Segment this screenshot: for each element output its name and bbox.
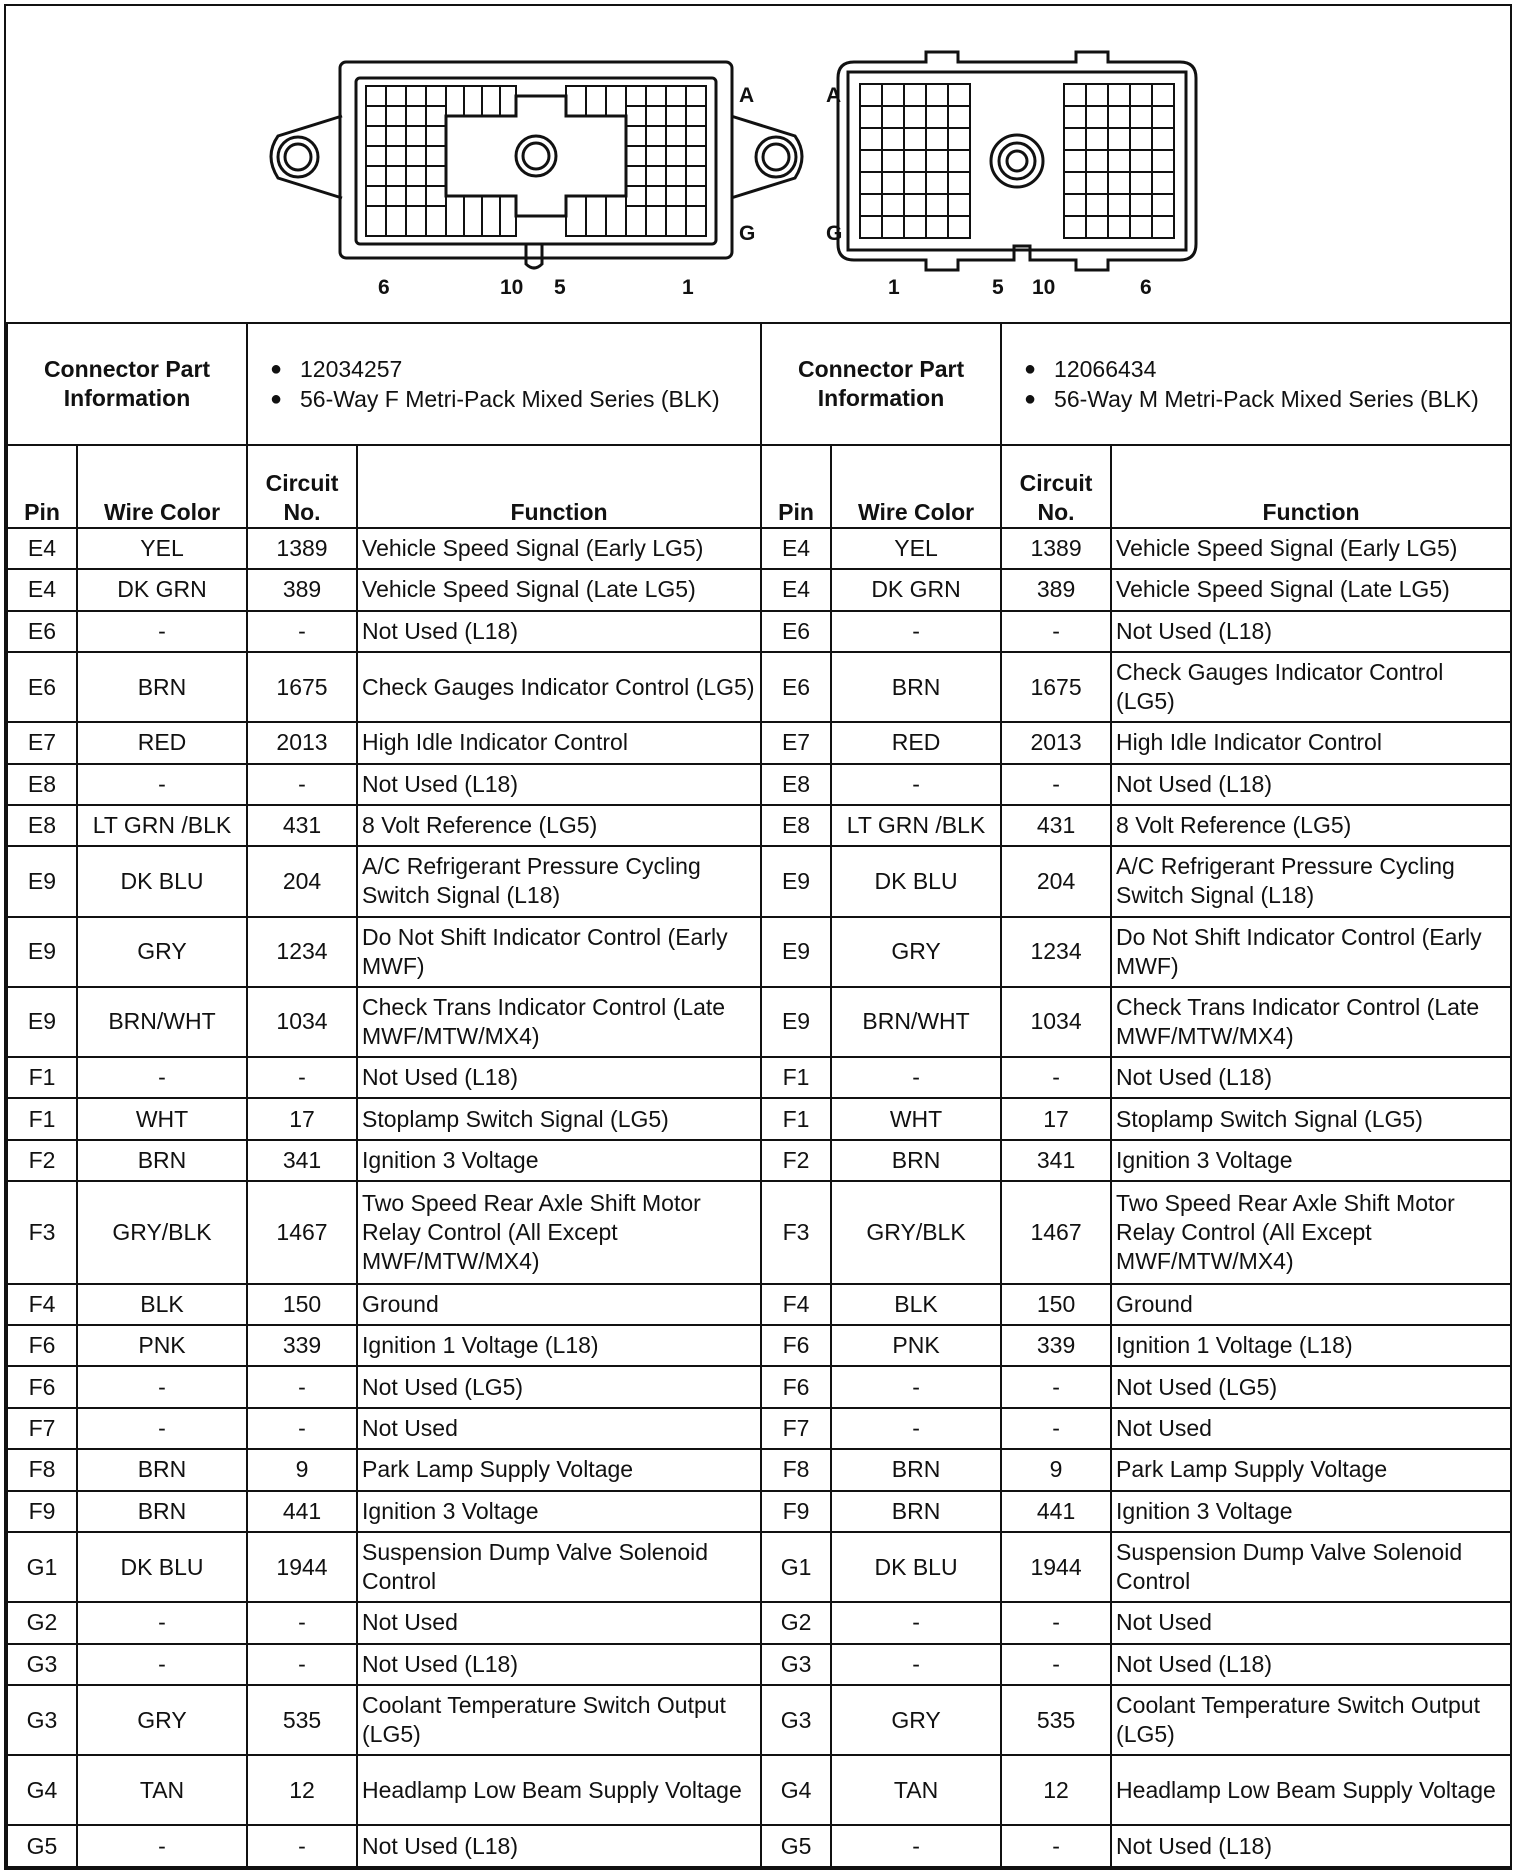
connector-info-left — [247, 323, 761, 445]
right-function-cell: Check Trans Indicator Control (Late MWF/MTW/MX4) — [1111, 987, 1511, 1057]
right-function-cell: Not Used (L18) — [1111, 764, 1511, 805]
right-wire-color-cell: GRY — [831, 1685, 1001, 1755]
right-pin-cell: F3 — [761, 1181, 831, 1283]
table-row — [7, 1449, 1511, 1490]
right-wire-color-cell: - — [831, 1366, 1001, 1407]
left-pin-cell: G5 — [7, 1825, 77, 1867]
left-part-number: ● 12034257 — [270, 354, 756, 384]
right-circuit-cell: 1675 — [1001, 652, 1111, 722]
right-wire-color-cell: BLK — [831, 1284, 1001, 1325]
table-row — [7, 1098, 1511, 1139]
connector-info-label-left: Connector Part Information — [7, 323, 247, 445]
left-label-6: 6 — [378, 276, 390, 299]
right-wire-color-cell: - — [831, 1825, 1001, 1867]
left-circuit-cell: 1234 — [247, 917, 357, 987]
table-row — [7, 1602, 1511, 1643]
left-pin-cell: E4 — [7, 569, 77, 610]
left-wire-color-cell: DK BLU — [77, 846, 247, 916]
left-circuit-cell: - — [247, 1602, 357, 1643]
right-pin-cell: E9 — [761, 846, 831, 916]
left-pin-cell: F1 — [7, 1098, 77, 1139]
left-wire-color-cell: TAN — [77, 1755, 247, 1825]
table-row — [7, 652, 1511, 722]
right-pin-cell: F1 — [761, 1057, 831, 1098]
connector-info-right — [1001, 323, 1511, 445]
male-connector-drawing — [838, 52, 1196, 270]
left-circuit-cell: 1467 — [247, 1181, 357, 1283]
table-row — [7, 1140, 1511, 1181]
right-pin-cell: F6 — [761, 1325, 831, 1366]
left-function-cell: Ignition 1 Voltage (L18) — [357, 1325, 761, 1366]
left-circuit-cell: - — [247, 1057, 357, 1098]
left-pin-cell: G1 — [7, 1532, 77, 1602]
female-connector-drawing — [271, 62, 802, 268]
right-pin-cell: F9 — [761, 1491, 831, 1532]
right-wire-color-cell: GRY/BLK — [831, 1181, 1001, 1283]
right-pin-cell: G1 — [761, 1532, 831, 1602]
left-wire-color-cell: DK BLU — [77, 1532, 247, 1602]
left-pin-cell: G3 — [7, 1644, 77, 1685]
left-wire-color-cell: - — [77, 1602, 247, 1643]
left-pin-cell: F6 — [7, 1325, 77, 1366]
left-wire-color-cell: - — [77, 1825, 247, 1867]
right-pin-cell: F4 — [761, 1284, 831, 1325]
right-wire-color-cell: - — [831, 1644, 1001, 1685]
right-circuit-cell: 1944 — [1001, 1532, 1111, 1602]
right-circuit-cell: - — [1001, 1057, 1111, 1098]
right-wire-color-cell: - — [831, 1057, 1001, 1098]
right-part-description: ● 56-Way M Metri-Pack Mixed Series (BLK) — [1024, 384, 1506, 414]
left-part-description: ● 56-Way F Metri-Pack Mixed Series (BLK) — [270, 384, 756, 414]
header-circuit: Circuit No. — [247, 445, 357, 528]
right-pin-cell: F1 — [761, 1098, 831, 1139]
right-circuit-cell: 150 — [1001, 1284, 1111, 1325]
right-label-a: A — [826, 84, 842, 107]
right-function-cell: Do Not Shift Indicator Control (Early MWF) — [1111, 917, 1511, 987]
table-row — [7, 805, 1511, 846]
left-circuit-cell: - — [247, 1408, 357, 1449]
right-function-cell: Headlamp Low Beam Supply Voltage — [1111, 1755, 1511, 1825]
right-function-cell: Not Used — [1111, 1408, 1511, 1449]
left-circuit-cell: 1389 — [247, 528, 357, 569]
right-function-cell: Ignition 3 Voltage — [1111, 1140, 1511, 1181]
left-wire-color-cell: GRY — [77, 1685, 247, 1755]
right-wire-color-cell: LT GRN /BLK — [831, 805, 1001, 846]
left-circuit-cell: - — [247, 1366, 357, 1407]
right-circuit-cell: - — [1001, 1825, 1111, 1867]
right-function-cell: Ground — [1111, 1284, 1511, 1325]
table-row — [7, 1532, 1511, 1602]
right-pin-cell: E9 — [761, 917, 831, 987]
right-pin-cell: F6 — [761, 1366, 831, 1407]
right-circuit-cell: 431 — [1001, 805, 1111, 846]
right-circuit-cell: - — [1001, 611, 1111, 652]
left-pin-cell: F4 — [7, 1284, 77, 1325]
left-circuit-cell: 12 — [247, 1755, 357, 1825]
left-function-cell: Not Used (LG5) — [357, 1366, 761, 1407]
right-pin-cell: G2 — [761, 1602, 831, 1643]
right-pin-cell: E6 — [761, 611, 831, 652]
right-pin-cell: G5 — [761, 1825, 831, 1867]
left-circuit-cell: - — [247, 764, 357, 805]
left-wire-color-cell: RED — [77, 722, 247, 763]
right-wire-color-cell: DK BLU — [831, 846, 1001, 916]
right-wire-color-cell: BRN — [831, 1449, 1001, 1490]
right-function-cell: Not Used — [1111, 1602, 1511, 1643]
left-function-cell: Not Used — [357, 1408, 761, 1449]
left-circuit-cell: 339 — [247, 1325, 357, 1366]
right-wire-color-cell: WHT — [831, 1098, 1001, 1139]
table-row — [7, 1057, 1511, 1098]
left-function-cell: Not Used (L18) — [357, 1057, 761, 1098]
table-row — [7, 1408, 1511, 1449]
connector-end-view-page — [4, 4, 1512, 1870]
table-row — [7, 569, 1511, 610]
right-circuit-cell: 341 — [1001, 1140, 1111, 1181]
left-wire-color-cell: LT GRN /BLK — [77, 805, 247, 846]
left-function-cell: Vehicle Speed Signal (Early LG5) — [357, 528, 761, 569]
left-circuit-cell: - — [247, 611, 357, 652]
connector-info-row — [7, 323, 1511, 445]
left-pin-cell: E8 — [7, 764, 77, 805]
right-function-cell: A/C Refrigerant Pressure Cycling Switch Signal (L18) — [1111, 846, 1511, 916]
connector-diagram — [6, 6, 1510, 322]
table-row — [7, 1644, 1511, 1685]
right-label-6: 6 — [1140, 276, 1152, 299]
right-function-cell: Ignition 1 Voltage (L18) — [1111, 1325, 1511, 1366]
right-pin-cell: G3 — [761, 1644, 831, 1685]
left-label-10: 10 — [500, 276, 524, 299]
right-function-cell: Not Used (L18) — [1111, 1057, 1511, 1098]
left-wire-color-cell: DK GRN — [77, 569, 247, 610]
left-pin-cell: F2 — [7, 1140, 77, 1181]
left-circuit-cell: 441 — [247, 1491, 357, 1532]
left-pin-cell: F3 — [7, 1181, 77, 1283]
left-pin-cell: F6 — [7, 1366, 77, 1407]
table-row — [7, 1491, 1511, 1532]
left-wire-color-cell: BRN — [77, 1140, 247, 1181]
left-label-a: A — [739, 84, 755, 107]
right-function-cell: Not Used (L18) — [1111, 1644, 1511, 1685]
left-wire-color-cell: GRY/BLK — [77, 1181, 247, 1283]
left-function-cell: Stoplamp Switch Signal (LG5) — [357, 1098, 761, 1139]
header-wire-color: Wire Color — [77, 445, 247, 528]
right-circuit-cell: 204 — [1001, 846, 1111, 916]
left-function-cell: Check Gauges Indicator Control (LG5) — [357, 652, 761, 722]
right-wire-color-cell: - — [831, 1602, 1001, 1643]
left-circuit-cell: 17 — [247, 1098, 357, 1139]
right-circuit-cell: 1389 — [1001, 528, 1111, 569]
table-row — [7, 722, 1511, 763]
left-pin-cell: F7 — [7, 1408, 77, 1449]
header-function: Function — [357, 445, 761, 528]
right-function-cell: Park Lamp Supply Voltage — [1111, 1449, 1511, 1490]
left-circuit-cell: 150 — [247, 1284, 357, 1325]
left-function-cell: 8 Volt Reference (LG5) — [357, 805, 761, 846]
left-wire-color-cell: BRN — [77, 1491, 247, 1532]
right-function-cell: Not Used (L18) — [1111, 611, 1511, 652]
right-pin-cell: E8 — [761, 805, 831, 846]
connector-info-label-right: Connector Part Information — [761, 323, 1001, 445]
right-wire-color-cell: - — [831, 1408, 1001, 1449]
table-row — [7, 1284, 1511, 1325]
column-header-row — [7, 445, 1511, 528]
left-circuit-cell: 389 — [247, 569, 357, 610]
left-circuit-cell: 1675 — [247, 652, 357, 722]
left-wire-color-cell: BLK — [77, 1284, 247, 1325]
left-wire-color-cell: BRN/WHT — [77, 987, 247, 1057]
right-wire-color-cell: DK BLU — [831, 1532, 1001, 1602]
left-label-g: G — [739, 222, 756, 245]
left-pin-cell: E9 — [7, 846, 77, 916]
table-row — [7, 917, 1511, 987]
right-function-cell: Vehicle Speed Signal (Late LG5) — [1111, 569, 1511, 610]
right-circuit-cell: 1467 — [1001, 1181, 1111, 1283]
right-pin-cell: F7 — [761, 1408, 831, 1449]
right-circuit-cell: 339 — [1001, 1325, 1111, 1366]
table-row — [7, 1181, 1511, 1283]
left-function-cell: High Idle Indicator Control — [357, 722, 761, 763]
right-label-5: 5 — [992, 276, 1004, 299]
left-wire-color-cell: GRY — [77, 917, 247, 987]
right-wire-color-cell: YEL — [831, 528, 1001, 569]
left-wire-color-cell: - — [77, 764, 247, 805]
left-circuit-cell: 9 — [247, 1449, 357, 1490]
pinout-table — [6, 322, 1512, 1868]
right-circuit-cell: 17 — [1001, 1098, 1111, 1139]
right-function-cell: Coolant Temperature Switch Output (LG5) — [1111, 1685, 1511, 1755]
right-function-cell: Vehicle Speed Signal (Early LG5) — [1111, 528, 1511, 569]
left-wire-color-cell: - — [77, 1408, 247, 1449]
right-wire-color-cell: TAN — [831, 1755, 1001, 1825]
right-circuit-cell: - — [1001, 1366, 1111, 1407]
right-circuit-cell: 12 — [1001, 1755, 1111, 1825]
right-circuit-cell: 389 — [1001, 569, 1111, 610]
right-label-1: 1 — [888, 276, 900, 299]
left-pin-cell: F1 — [7, 1057, 77, 1098]
left-wire-color-cell: - — [77, 611, 247, 652]
left-function-cell: Ground — [357, 1284, 761, 1325]
left-pin-cell: F9 — [7, 1491, 77, 1532]
left-wire-color-cell: - — [77, 1366, 247, 1407]
left-wire-color-cell: WHT — [77, 1098, 247, 1139]
right-pin-cell: G4 — [761, 1755, 831, 1825]
table-row — [7, 528, 1511, 569]
left-pin-cell: E4 — [7, 528, 77, 569]
right-pin-cell: E4 — [761, 528, 831, 569]
right-function-cell: High Idle Indicator Control — [1111, 722, 1511, 763]
left-pin-cell: E7 — [7, 722, 77, 763]
right-wire-color-cell: DK GRN — [831, 569, 1001, 610]
left-function-cell: Ignition 3 Voltage — [357, 1140, 761, 1181]
left-function-cell: Check Trans Indicator Control (Late MWF/MTW/MX4) — [357, 987, 761, 1057]
left-wire-color-cell: BRN — [77, 1449, 247, 1490]
table-row — [7, 1755, 1511, 1825]
left-pin-cell: E8 — [7, 805, 77, 846]
right-wire-color-cell: BRN — [831, 1140, 1001, 1181]
right-circuit-cell: - — [1001, 1644, 1111, 1685]
right-pin-cell: E4 — [761, 569, 831, 610]
right-function-cell: Check Gauges Indicator Control (LG5) — [1111, 652, 1511, 722]
table-row — [7, 1685, 1511, 1755]
left-pin-cell: E9 — [7, 987, 77, 1057]
right-circuit-cell: - — [1001, 764, 1111, 805]
right-wire-color-cell: - — [831, 764, 1001, 805]
left-function-cell: Not Used — [357, 1602, 761, 1643]
table-row — [7, 1325, 1511, 1366]
left-circuit-cell: - — [247, 1825, 357, 1867]
left-pin-cell: E6 — [7, 652, 77, 722]
table-row — [7, 764, 1511, 805]
left-function-cell: Park Lamp Supply Voltage — [357, 1449, 761, 1490]
left-circuit-cell: 431 — [247, 805, 357, 846]
left-wire-color-cell: YEL — [77, 528, 247, 569]
right-label-10: 10 — [1032, 276, 1056, 299]
left-function-cell: Two Speed Rear Axle Shift Motor Relay Control (All Except MWF/MTW/MX4) — [357, 1181, 761, 1283]
right-wire-color-cell: BRN/WHT — [831, 987, 1001, 1057]
left-circuit-cell: 1944 — [247, 1532, 357, 1602]
left-function-cell: Coolant Temperature Switch Output (LG5) — [357, 1685, 761, 1755]
right-part-number: ● 12066434 — [1024, 354, 1506, 384]
table-row — [7, 611, 1511, 652]
left-pin-cell: G3 — [7, 1685, 77, 1755]
left-circuit-cell: 535 — [247, 1685, 357, 1755]
right-circuit-cell: 441 — [1001, 1491, 1111, 1532]
right-wire-color-cell: BRN — [831, 1491, 1001, 1532]
table-row — [7, 1366, 1511, 1407]
right-circuit-cell: 535 — [1001, 1685, 1111, 1755]
header-pin: Pin — [761, 445, 831, 528]
header-circuit: Circuit No. — [1001, 445, 1111, 528]
left-function-cell: Vehicle Speed Signal (Late LG5) — [357, 569, 761, 610]
left-function-cell: Not Used (L18) — [357, 611, 761, 652]
left-pin-cell: G4 — [7, 1755, 77, 1825]
left-pin-cell: F8 — [7, 1449, 77, 1490]
left-circuit-cell: 341 — [247, 1140, 357, 1181]
left-pin-cell: E9 — [7, 917, 77, 987]
right-pin-cell: F8 — [761, 1449, 831, 1490]
left-wire-color-cell: - — [77, 1057, 247, 1098]
left-function-cell: Do Not Shift Indicator Control (Early MWF) — [357, 917, 761, 987]
left-function-cell: Suspension Dump Valve Solenoid Control — [357, 1532, 761, 1602]
left-pin-cell: G2 — [7, 1602, 77, 1643]
right-wire-color-cell: PNK — [831, 1325, 1001, 1366]
left-function-cell: Not Used (L18) — [357, 764, 761, 805]
right-function-cell: Ignition 3 Voltage — [1111, 1491, 1511, 1532]
right-circuit-cell: 9 — [1001, 1449, 1111, 1490]
right-circuit-cell: - — [1001, 1602, 1111, 1643]
table-row — [7, 846, 1511, 916]
left-wire-color-cell: - — [77, 1644, 247, 1685]
right-function-cell: Stoplamp Switch Signal (LG5) — [1111, 1098, 1511, 1139]
right-function-cell: 8 Volt Reference (LG5) — [1111, 805, 1511, 846]
right-label-g: G — [826, 222, 843, 245]
header-pin: Pin — [7, 445, 77, 528]
left-function-cell: Headlamp Low Beam Supply Voltage — [357, 1755, 761, 1825]
right-pin-cell: E7 — [761, 722, 831, 763]
right-function-cell: Suspension Dump Valve Solenoid Control — [1111, 1532, 1511, 1602]
left-function-cell: Ignition 3 Voltage — [357, 1491, 761, 1532]
right-wire-color-cell: GRY — [831, 917, 1001, 987]
right-wire-color-cell: RED — [831, 722, 1001, 763]
right-wire-color-cell: BRN — [831, 652, 1001, 722]
left-label-5: 5 — [554, 276, 566, 299]
left-circuit-cell: 2013 — [247, 722, 357, 763]
right-function-cell: Not Used (LG5) — [1111, 1366, 1511, 1407]
male-connector-labels — [826, 84, 1152, 299]
left-wire-color-cell: BRN — [77, 652, 247, 722]
right-circuit-cell: 2013 — [1001, 722, 1111, 763]
right-pin-cell: F2 — [761, 1140, 831, 1181]
right-pin-cell: E6 — [761, 652, 831, 722]
right-circuit-cell: 1034 — [1001, 987, 1111, 1057]
left-circuit-cell: - — [247, 1644, 357, 1685]
right-function-cell: Not Used (L18) — [1111, 1825, 1511, 1867]
left-wire-color-cell: PNK — [77, 1325, 247, 1366]
right-circuit-cell: - — [1001, 1408, 1111, 1449]
right-pin-cell: E8 — [761, 764, 831, 805]
right-function-cell: Two Speed Rear Axle Shift Motor Relay Control (All Except MWF/MTW/MX4) — [1111, 1181, 1511, 1283]
left-function-cell: Not Used (L18) — [357, 1825, 761, 1867]
left-pin-cell: E6 — [7, 611, 77, 652]
header-function: Function — [1111, 445, 1511, 528]
right-wire-color-cell: - — [831, 611, 1001, 652]
left-circuit-cell: 1034 — [247, 987, 357, 1057]
left-circuit-cell: 204 — [247, 846, 357, 916]
right-pin-cell: E9 — [761, 987, 831, 1057]
table-row — [7, 987, 1511, 1057]
left-function-cell: Not Used (L18) — [357, 1644, 761, 1685]
right-circuit-cell: 1234 — [1001, 917, 1111, 987]
left-label-1: 1 — [682, 276, 694, 299]
header-wire-color: Wire Color — [831, 445, 1001, 528]
table-row — [7, 1825, 1511, 1867]
right-pin-cell: G3 — [761, 1685, 831, 1755]
left-function-cell: A/C Refrigerant Pressure Cycling Switch Signal (L18) — [357, 846, 761, 916]
